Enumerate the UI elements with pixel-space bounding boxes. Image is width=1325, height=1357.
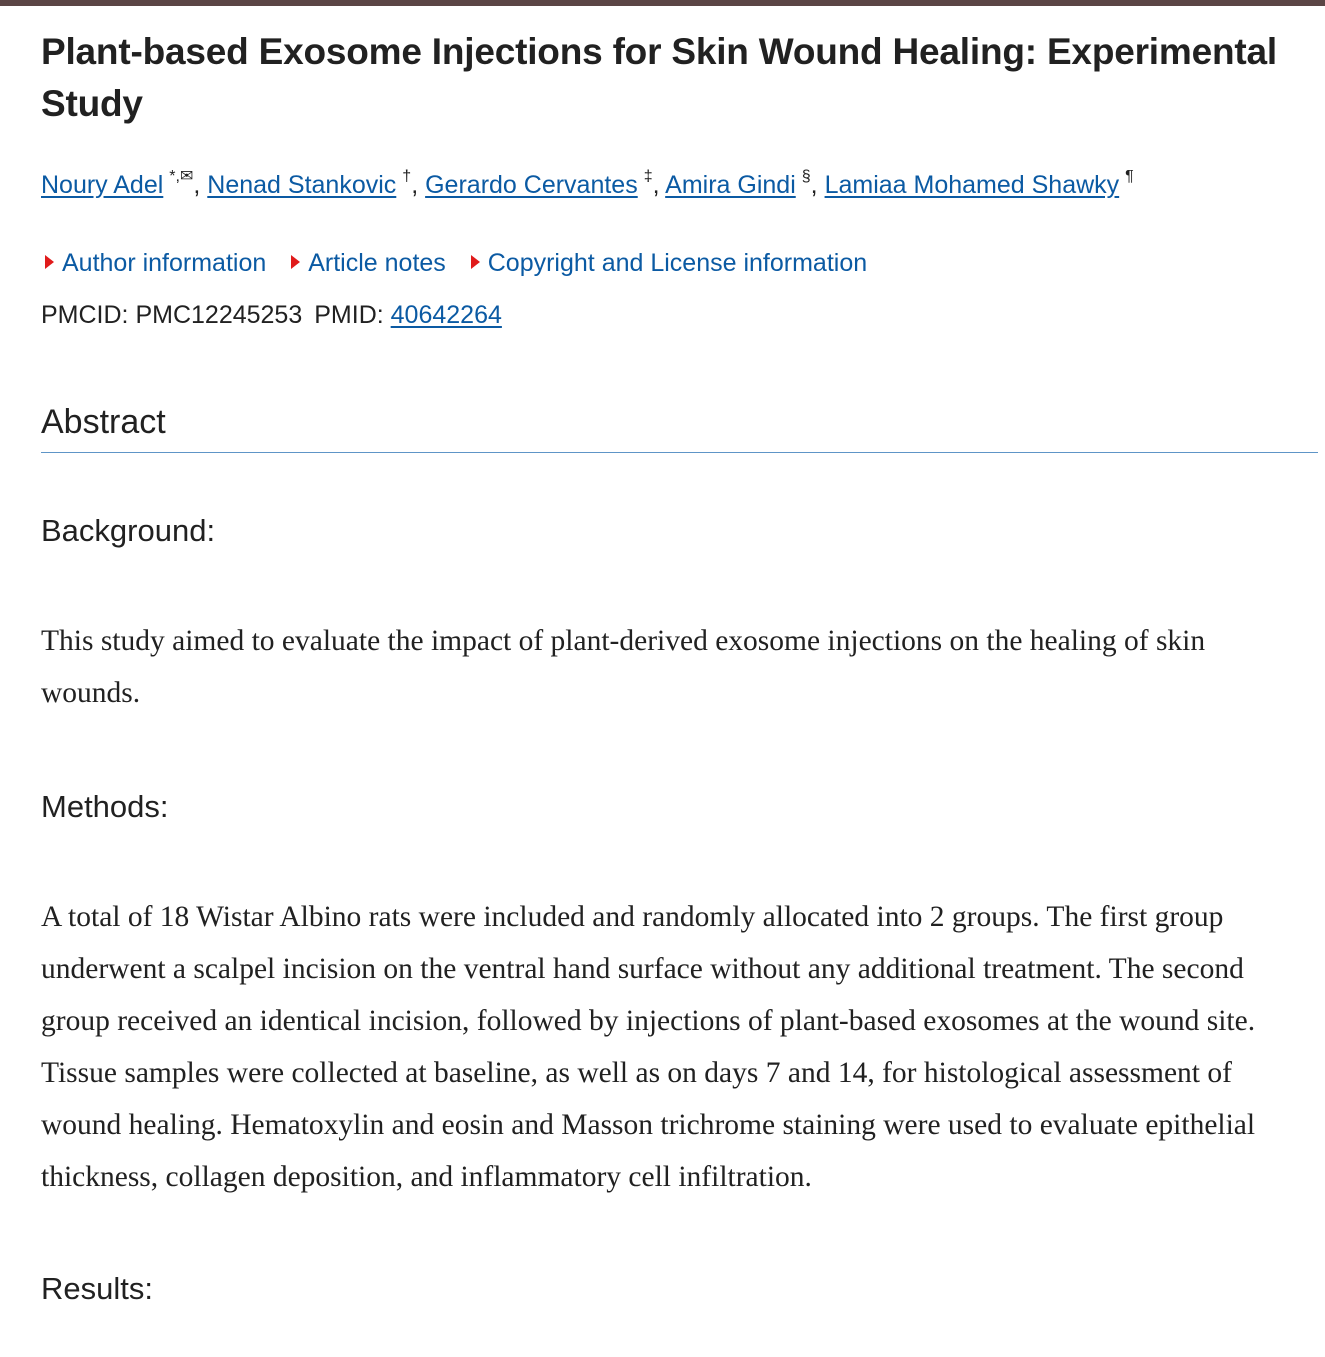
author-link-4[interactable]: Amira Gindi: [665, 171, 796, 199]
author-mark-1[interactable]: *,✉: [169, 168, 194, 185]
background-heading: Background:: [41, 513, 216, 548]
author-information-toggle[interactable]: [41, 246, 266, 280]
article: [41, 26, 1318, 1309]
pmid-link[interactable]: 40642264: [390, 301, 502, 329]
author-link-5[interactable]: Lamiaa Mohamed Shawky: [824, 171, 1120, 199]
article-meta-toggles: [41, 246, 1318, 280]
article-title: Plant-based Exosome Injections for Skin Wound Healing: Experimental Study: [41, 31, 1277, 124]
author-link-1[interactable]: Noury Adel: [41, 171, 164, 199]
copyright-license-toggle[interactable]: [467, 246, 867, 280]
author-separator: ,: [652, 171, 660, 199]
background-paragraph: This study aimed to evaluate the impact of plant-derived exosome injections on the healing of skin wounds.: [41, 625, 1206, 709]
author-separator: ,: [193, 171, 201, 199]
caret-right-icon: [45, 255, 54, 269]
copyright-license-label: Copyright and License information: [487, 249, 868, 277]
results-heading: Results:: [41, 1271, 153, 1306]
author-link-3[interactable]: Gerardo Cervantes: [425, 171, 638, 199]
author-link-2[interactable]: Nenad Stankovic: [207, 171, 397, 199]
author-mark-2: †: [402, 168, 412, 185]
caret-right-icon: [291, 255, 300, 269]
pmcid-value: PMC12245253: [135, 301, 303, 329]
caret-right-icon: [471, 255, 480, 269]
abstract-heading: Abstract: [41, 400, 1318, 453]
author-mark-5: ¶: [1125, 168, 1134, 185]
pmcid-label: PMCID:: [41, 301, 129, 329]
methods-heading: Methods:: [41, 789, 169, 824]
author-separator: ,: [810, 171, 818, 199]
top-bar: [0, 0, 1325, 6]
author-separator: ,: [411, 171, 419, 199]
author-mark-3: ‡: [643, 168, 653, 185]
author-list: [41, 168, 1318, 202]
author-mark-4: §: [801, 168, 811, 185]
article-notes-toggle[interactable]: [287, 246, 446, 280]
pmid-label: PMID:: [314, 301, 384, 329]
article-identifiers: [41, 298, 1318, 332]
methods-paragraph: A total of 18 Wistar Albino rats were included and randomly allocated into 2 groups. The first group underwent a scalpel incision on the ventral hand surface without any additional treatment. The second group received an identical incision, followed by injections of plant-based exosomes at the wound site. Tissue samples were collected at baseline, as well as on days 7 and 14, for histological assessment of wound healing. Hematoxylin and eosin and Masson trichrome staining were used to evaluate epithelial thickness, collagen deposition, and inflammatory cell infiltration.: [41, 901, 1256, 1193]
author-information-label: Author information: [62, 249, 267, 277]
article-notes-label: Article notes: [308, 249, 446, 277]
